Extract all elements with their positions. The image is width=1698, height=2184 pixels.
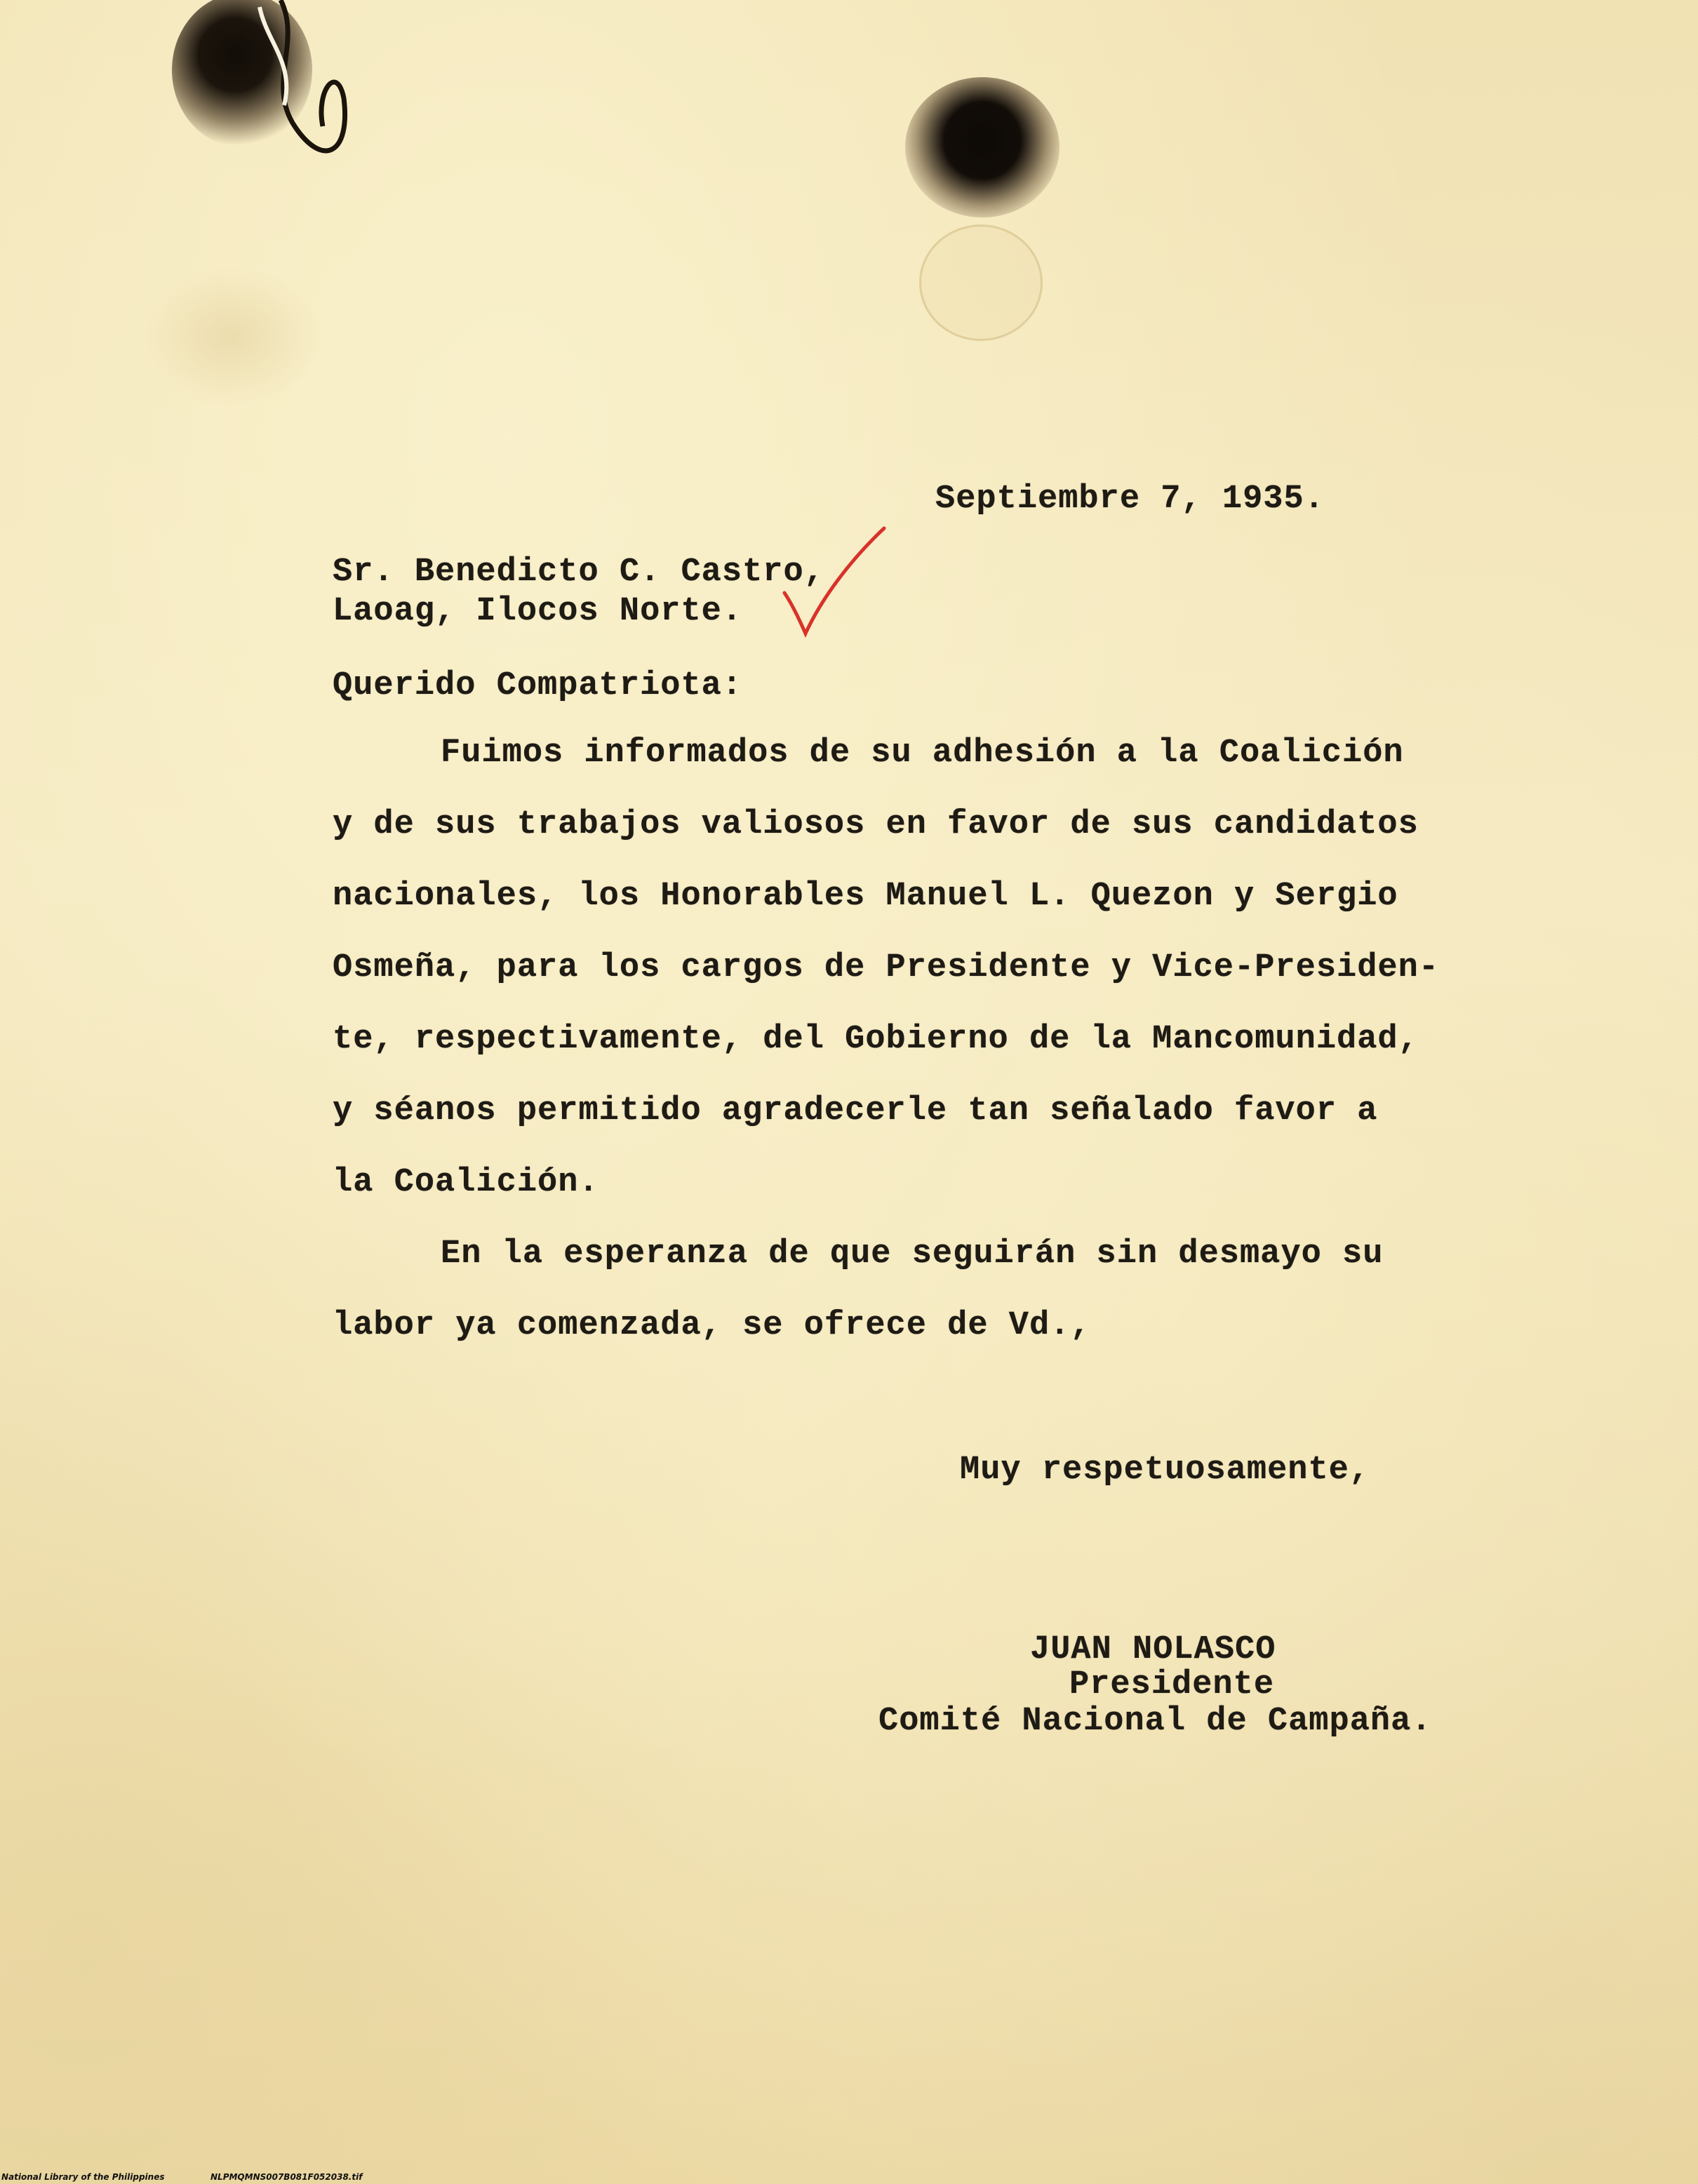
water-ring-stain (919, 225, 1043, 341)
body-line: la Coalición. (333, 1164, 599, 1201)
archive-footer (0, 2170, 1698, 2184)
body-line: y séanos permitido agradecerle tan señalado favor a (333, 1092, 1378, 1130)
signer-org: Comité Nacional de Campaña. (878, 1703, 1432, 1740)
body-line: labor ya comenzada, se ofrece de Vd., (333, 1307, 1091, 1344)
body-line: y de sus trabajos valiosos en favor de sus candidatos (333, 806, 1419, 843)
burn-mark-top-center (905, 77, 1059, 217)
recipient-name: Sr. Benedicto C. Castro, (333, 554, 824, 591)
body-line: te, respectivamente, del Gobierno de la Mancomunidad, (333, 1021, 1419, 1058)
closing: Muy respetuosamente, (960, 1452, 1370, 1489)
body-line: En la esperanza de que seguirán sin desmayo su (441, 1235, 1384, 1273)
file-identifier: NLPMQMNS007B081F052038.tif (210, 2172, 363, 2182)
body-line: Fuimos informados de su adhesión a la Coalición (441, 735, 1404, 772)
letter-date: Septiembre 7, 1935. (935, 481, 1325, 518)
body-line: nacionales, los Honorables Manuel L. Quezon y Sergio (333, 878, 1398, 915)
library-credit: National Library of the Philippines (1, 2172, 165, 2182)
body-line: Osmeña, para los cargos de Presidente y Vice-Presiden- (333, 949, 1440, 986)
recipient-place: Laoag, Ilocos Norte. (333, 593, 743, 630)
signer-name: JUAN NOLASCO (1030, 1631, 1276, 1668)
salutation: Querido Compatriota: (333, 667, 743, 704)
signer-title: Presidente (1069, 1666, 1275, 1703)
torn-corner-curl (218, 0, 372, 225)
faded-stain-left (140, 267, 323, 407)
